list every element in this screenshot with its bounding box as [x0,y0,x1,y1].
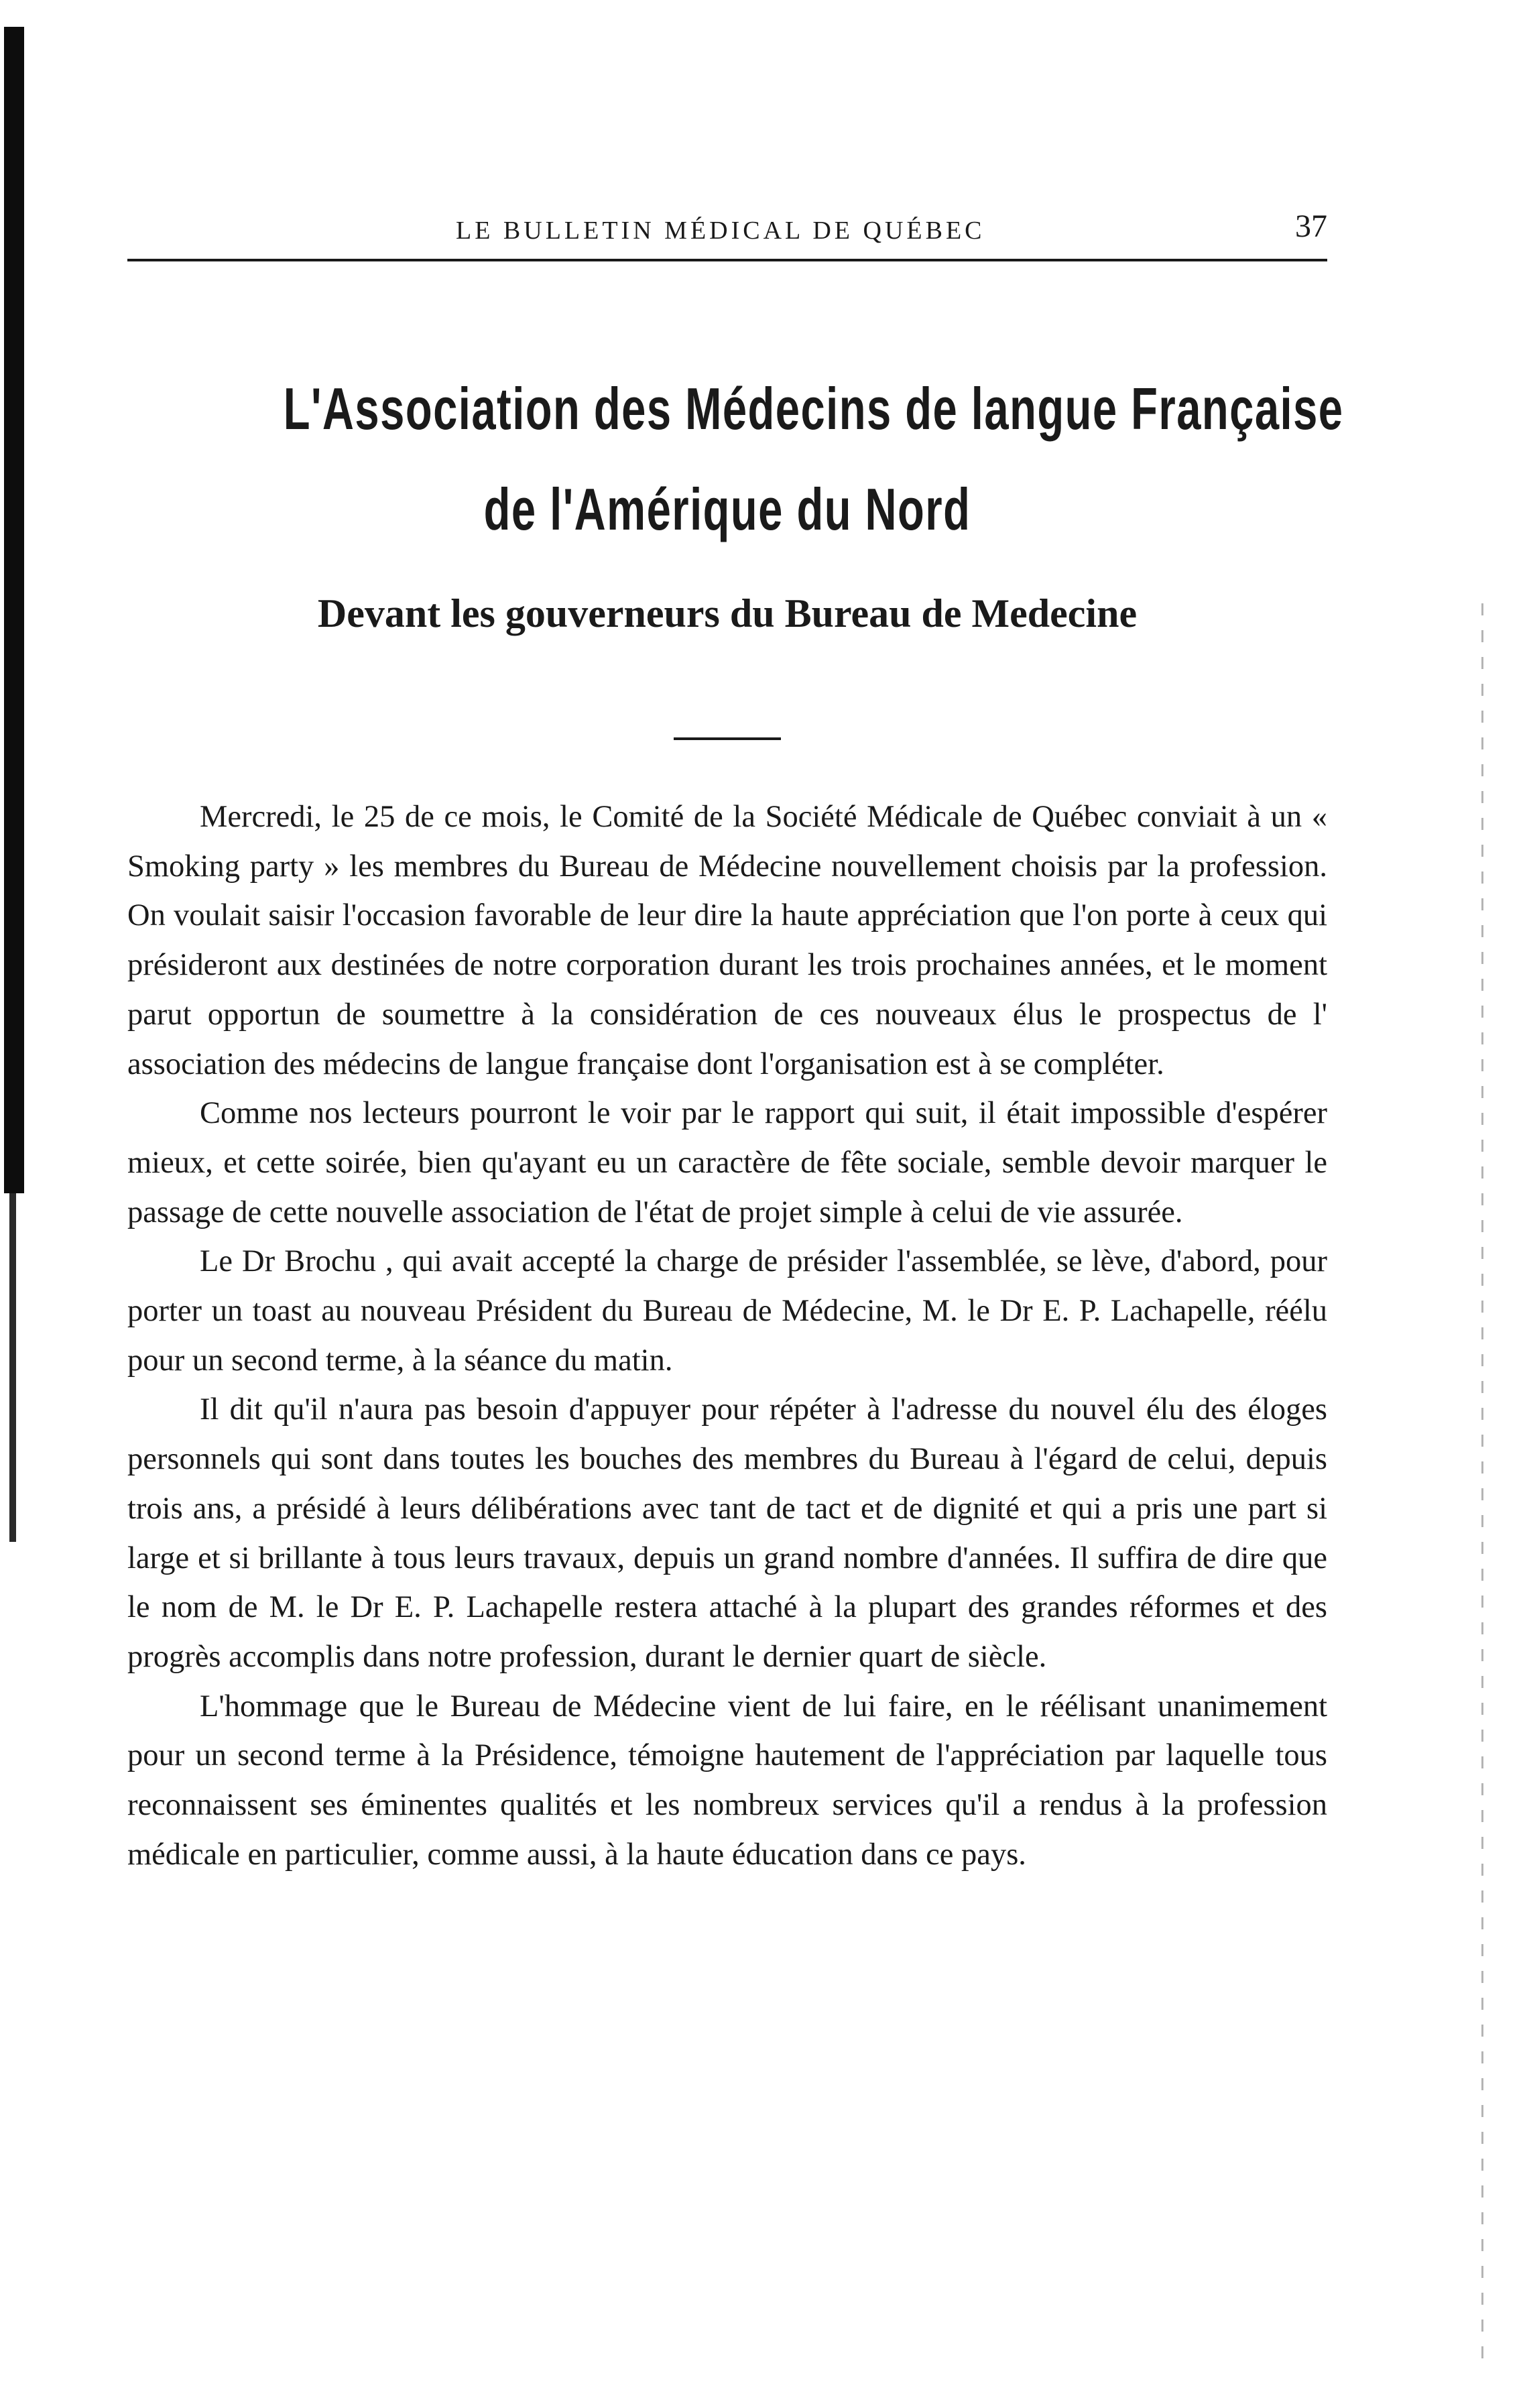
running-header [127,201,1327,255]
article-subtitle: Devant les gouverneurs du Bureau de Medecine [317,591,1138,636]
header-rule [127,259,1327,261]
running-title: LE BULLETIN MÉDICAL DE QUÉBEC [456,217,985,245]
section-divider [674,737,781,740]
paragraph-2: Comme nos lecteurs pourront le voir par le rapport qui suit, il était impossible d'espérer mieux, et cette soirée, bien qu'ayant eu un caractère de fête sociale, semble devoir marquer le passage de cette nouvelle association de l'état de projet simple à celui de vie assurée. [127,1096,1327,1229]
scan-right-edge-noise [1481,603,1483,2373]
scan-binding-edge-lower [9,1193,16,1542]
document-page [127,201,1344,1879]
article-title [283,359,1344,560]
article-title-line-1: L'Association des Médecins de langue Française [283,375,1344,442]
paragraph-1: Mercredi, le 25 de ce mois, le Comité de la Société Médicale de Québec conviait à un « Smoking party » les membres du Bureau de Médecine nouvellement choisis par la profession. On voulait saisir l'occasion favorable de leur dire la haute appréciation que l'on porte à ceux qui présideront aux destinées de notre corporation durant les trois prochaines années, et le moment parut opportun de soumettre à la considération de ces nouveaux élus le prospectus de l' association des médecins de langue française dont l'organisation est à se compléter. [127,800,1327,1081]
paragraph-4: Il dit qu'il n'aura pas besoin d'appuyer pour répéter à l'adresse du nouvel élu des éloges personnels qui sont dans toutes les bouches des membres du Bureau à l'égard de celui, depuis trois ans, a présidé à leurs délibérations avec tant de tact et de dignité et qui a pris une part si large et si brillante à tous leurs travaux, depuis un grand nombre d'années. Il suffira de dire que le nom de M. le Dr E. P. Lachapelle restera attaché à la plupart des grandes réformes et des progrès accomplis dans notre profession, durant le dernier quart de siècle. [127,1392,1327,1674]
article-body [127,792,1327,1879]
paragraph-3: Le Dr Brochu , qui avait accepté la charge de présider l'assemblée, se lève, d'abord, pour porter un toast au nouveau Président du Bureau de Médecine, M. le Dr E. P. Lachapelle, réélu pour un second terme, à la séance du matin. [127,1244,1327,1378]
article-title-line-2: de l'Amérique du Nord [483,476,971,542]
paragraph-5: L'hommage que le Bureau de Médecine vient de lui faire, en le réélisant unanimement pour un second terme à la Présidence, témoigne hautement de l'appréciation par laquelle tous reconnaissent ses éminentes qualités et les nombreux services qu'il a rendus à la profession médicale en particulier, comme aussi, à la haute éducation dans ce pays. [127,1689,1327,1872]
scan-binding-edge [4,27,24,1193]
page-number: 37 [1295,208,1327,244]
